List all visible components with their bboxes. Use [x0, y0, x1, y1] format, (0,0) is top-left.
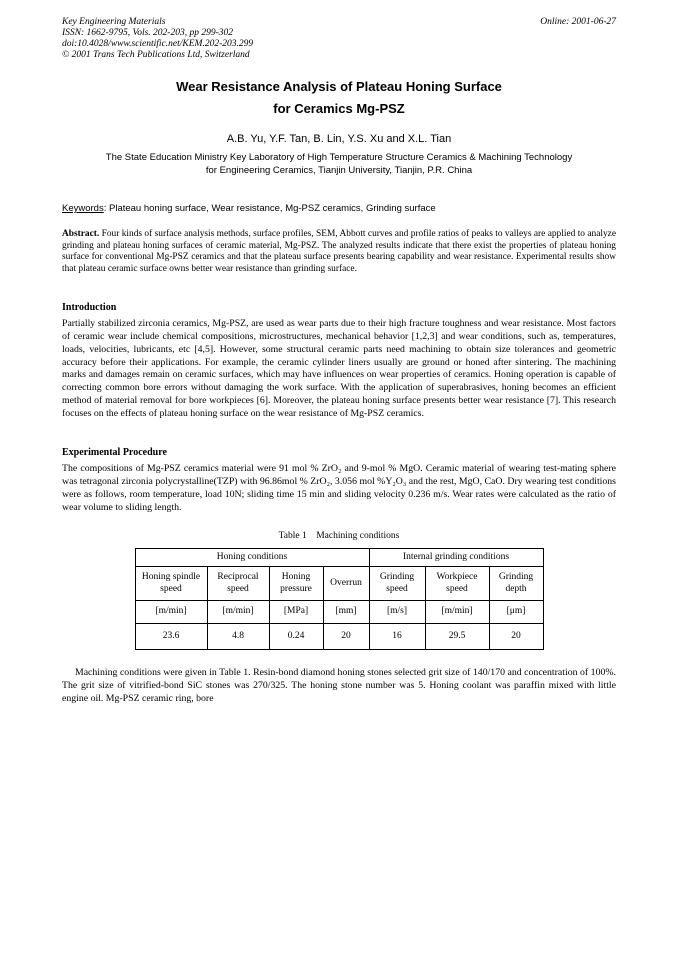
- column-header-grinding-depth: Grinding depth: [489, 567, 543, 601]
- table-1: [62, 531, 616, 651]
- unit-cell: [m/min]: [135, 601, 207, 624]
- abstract: [62, 229, 616, 276]
- value-cell: 20: [323, 623, 369, 650]
- value-cell: 20: [489, 623, 543, 650]
- experimental-paragraph: The compositions of Mg-PSZ ceramics material were 91 mol % ZrO₂ and 9-mol % MgO. Ceramic material of wearing test-mating sphere was tetragonal zirconia polycrystalline(TZP) with 96.86mol % ZrO₂, 3.056 mol %Y₂O₃ and the rest, MgO, CaO. Dry wearing test conditions were as follows, room temperature, load 10N; sliding time 15 min and sliding velocity 0.236 m/s. Wear rates were calculated as the ratio of wear volume to sliding length.: [62, 463, 616, 513]
- value-cell: 0.24: [269, 623, 323, 650]
- table-values-row: [135, 623, 543, 650]
- unit-cell: [m/s]: [369, 601, 425, 624]
- copyright-line: © 2001 Trans Tech Publications Ltd, Switzerland: [62, 50, 250, 60]
- unit-cell: [mm]: [323, 601, 369, 624]
- abstract-text: Four kinds of surface analysis methods, surface profiles, SEM, Abbott curves and profile ratios of peaks to valleys are applied to analyze grinding and plateau honing surfaces of ceramic material, Mg-PSZ. The analyzed results indicate that there exist the properties of plateau honing surface for conventional Mg-PSZ ceramics and that the plateau surface presents bearing capability and wear resistance. Experimental results show that plateau ceramic surface owns better wear resistance than grinding surface.: [62, 229, 616, 275]
- column-header-overrun: Overrun: [323, 567, 369, 601]
- closing-paragraph: Machining conditions were given in Table 1. Resin-bond diamond honing stones selected grit size of 140/170 and concentration of 100%. The grit size of vitrified-bond SiC stones was 270/325. The honing stone number was 5. Honing coolant was paraffin mixed with little engine oil. Mg-PSZ ceramic ring, bore: [62, 667, 616, 704]
- paper-title: [62, 76, 616, 120]
- machining-conditions-table: [135, 548, 544, 651]
- keywords-line: [62, 203, 616, 214]
- unit-cell: [m/min]: [425, 601, 489, 624]
- abstract-label: Abstract.: [62, 229, 100, 239]
- unit-cell: [μm]: [489, 601, 543, 624]
- column-header-reciprocal-speed: Reciprocal speed: [207, 567, 269, 601]
- issn-line: ISSN: 1662-9795, Vols. 202-203, pp 299-302: [62, 28, 233, 38]
- journal-name: Key Engineering Materials: [62, 17, 166, 27]
- column-header-honing-spindle-speed: Honing spindle speed: [135, 567, 207, 601]
- unit-cell: [MPa]: [269, 601, 323, 624]
- section-heading-experimental: Experimental Procedure: [62, 447, 167, 459]
- title-line-1: Wear Resistance Analysis of Plateau Honing Surface: [176, 79, 502, 94]
- value-cell: 23.6: [135, 623, 207, 650]
- column-header-honing-pressure: Honing pressure: [269, 567, 323, 601]
- group-header-honing: Honing conditions: [135, 548, 369, 567]
- publication-header: [62, 17, 616, 61]
- keywords-label: Keywords: [62, 203, 104, 214]
- table-group-header-row: [135, 548, 543, 567]
- authors-line: A.B. Yu, Y.F. Tan, B. Lin, Y.S. Xu and X.L. Tian: [226, 133, 452, 145]
- online-date: Online: 2001-06-27: [540, 17, 616, 27]
- publication-info: [62, 17, 616, 61]
- doi-line: doi:10.4028/www.scientific.net/KEM.202-203.299: [62, 39, 254, 49]
- introduction-paragraph: Partially stabilized zirconia ceramics, Mg-PSZ, are used as wear parts due to their high fracture toughness and wear resistance. Most factors of ceramic wear include chemical compositions, microstructures, mechanical behavior [1,2,3] and wear conditions, such as, temperatures, loads, velocities, lubricants, etc [4,5]. However, some structural ceramic parts need machining to obtain size tolerances and geometric accuracy before their applications. For example, the ceramic cylinder liners usually are ground or honed after sintering. The machining marks and damages remain on ceramic surfaces, which may have influences on wear properties of ceramics. Honing operation is capable of correcting common bore errors without damaging the work surface. With the application of superabrasives, honing becomes an efficient method of material removal for bore workpieces [6]. Moreover, the plateau honing surface presents better wear resistance [7]. This research focuses on the effects of plateau honing surface on the wear resistance of Mg-PSZ ceramics.: [62, 317, 616, 420]
- keywords-text: : Plateau honing surface, Wear resistance, Mg-PSZ ceramics, Grinding surface: [103, 203, 436, 214]
- table-units-row: [135, 601, 543, 624]
- table-column-header-row: [135, 567, 543, 601]
- affiliation: The State Education Ministry Key Laboratory of High Temperature Structure Ceramics & Machining Technology for Engineering Ceramics, Tianjin University, Tianjin, P.R. China: [105, 152, 573, 176]
- value-cell: 29.5: [425, 623, 489, 650]
- title-line-2: for Ceramics Mg-PSZ: [273, 101, 405, 116]
- section-heading-introduction: Introduction: [62, 301, 117, 313]
- unit-cell: [m/min]: [207, 601, 269, 624]
- column-header-grinding-speed: Grinding speed: [369, 567, 425, 601]
- column-header-workpiece-speed: Workpiece speed: [425, 567, 489, 601]
- table-caption: Table 1 Machining conditions: [278, 530, 400, 541]
- group-header-grinding: Internal grinding conditions: [369, 548, 543, 567]
- value-cell: 4.8: [207, 623, 269, 650]
- value-cell: 16: [369, 623, 425, 650]
